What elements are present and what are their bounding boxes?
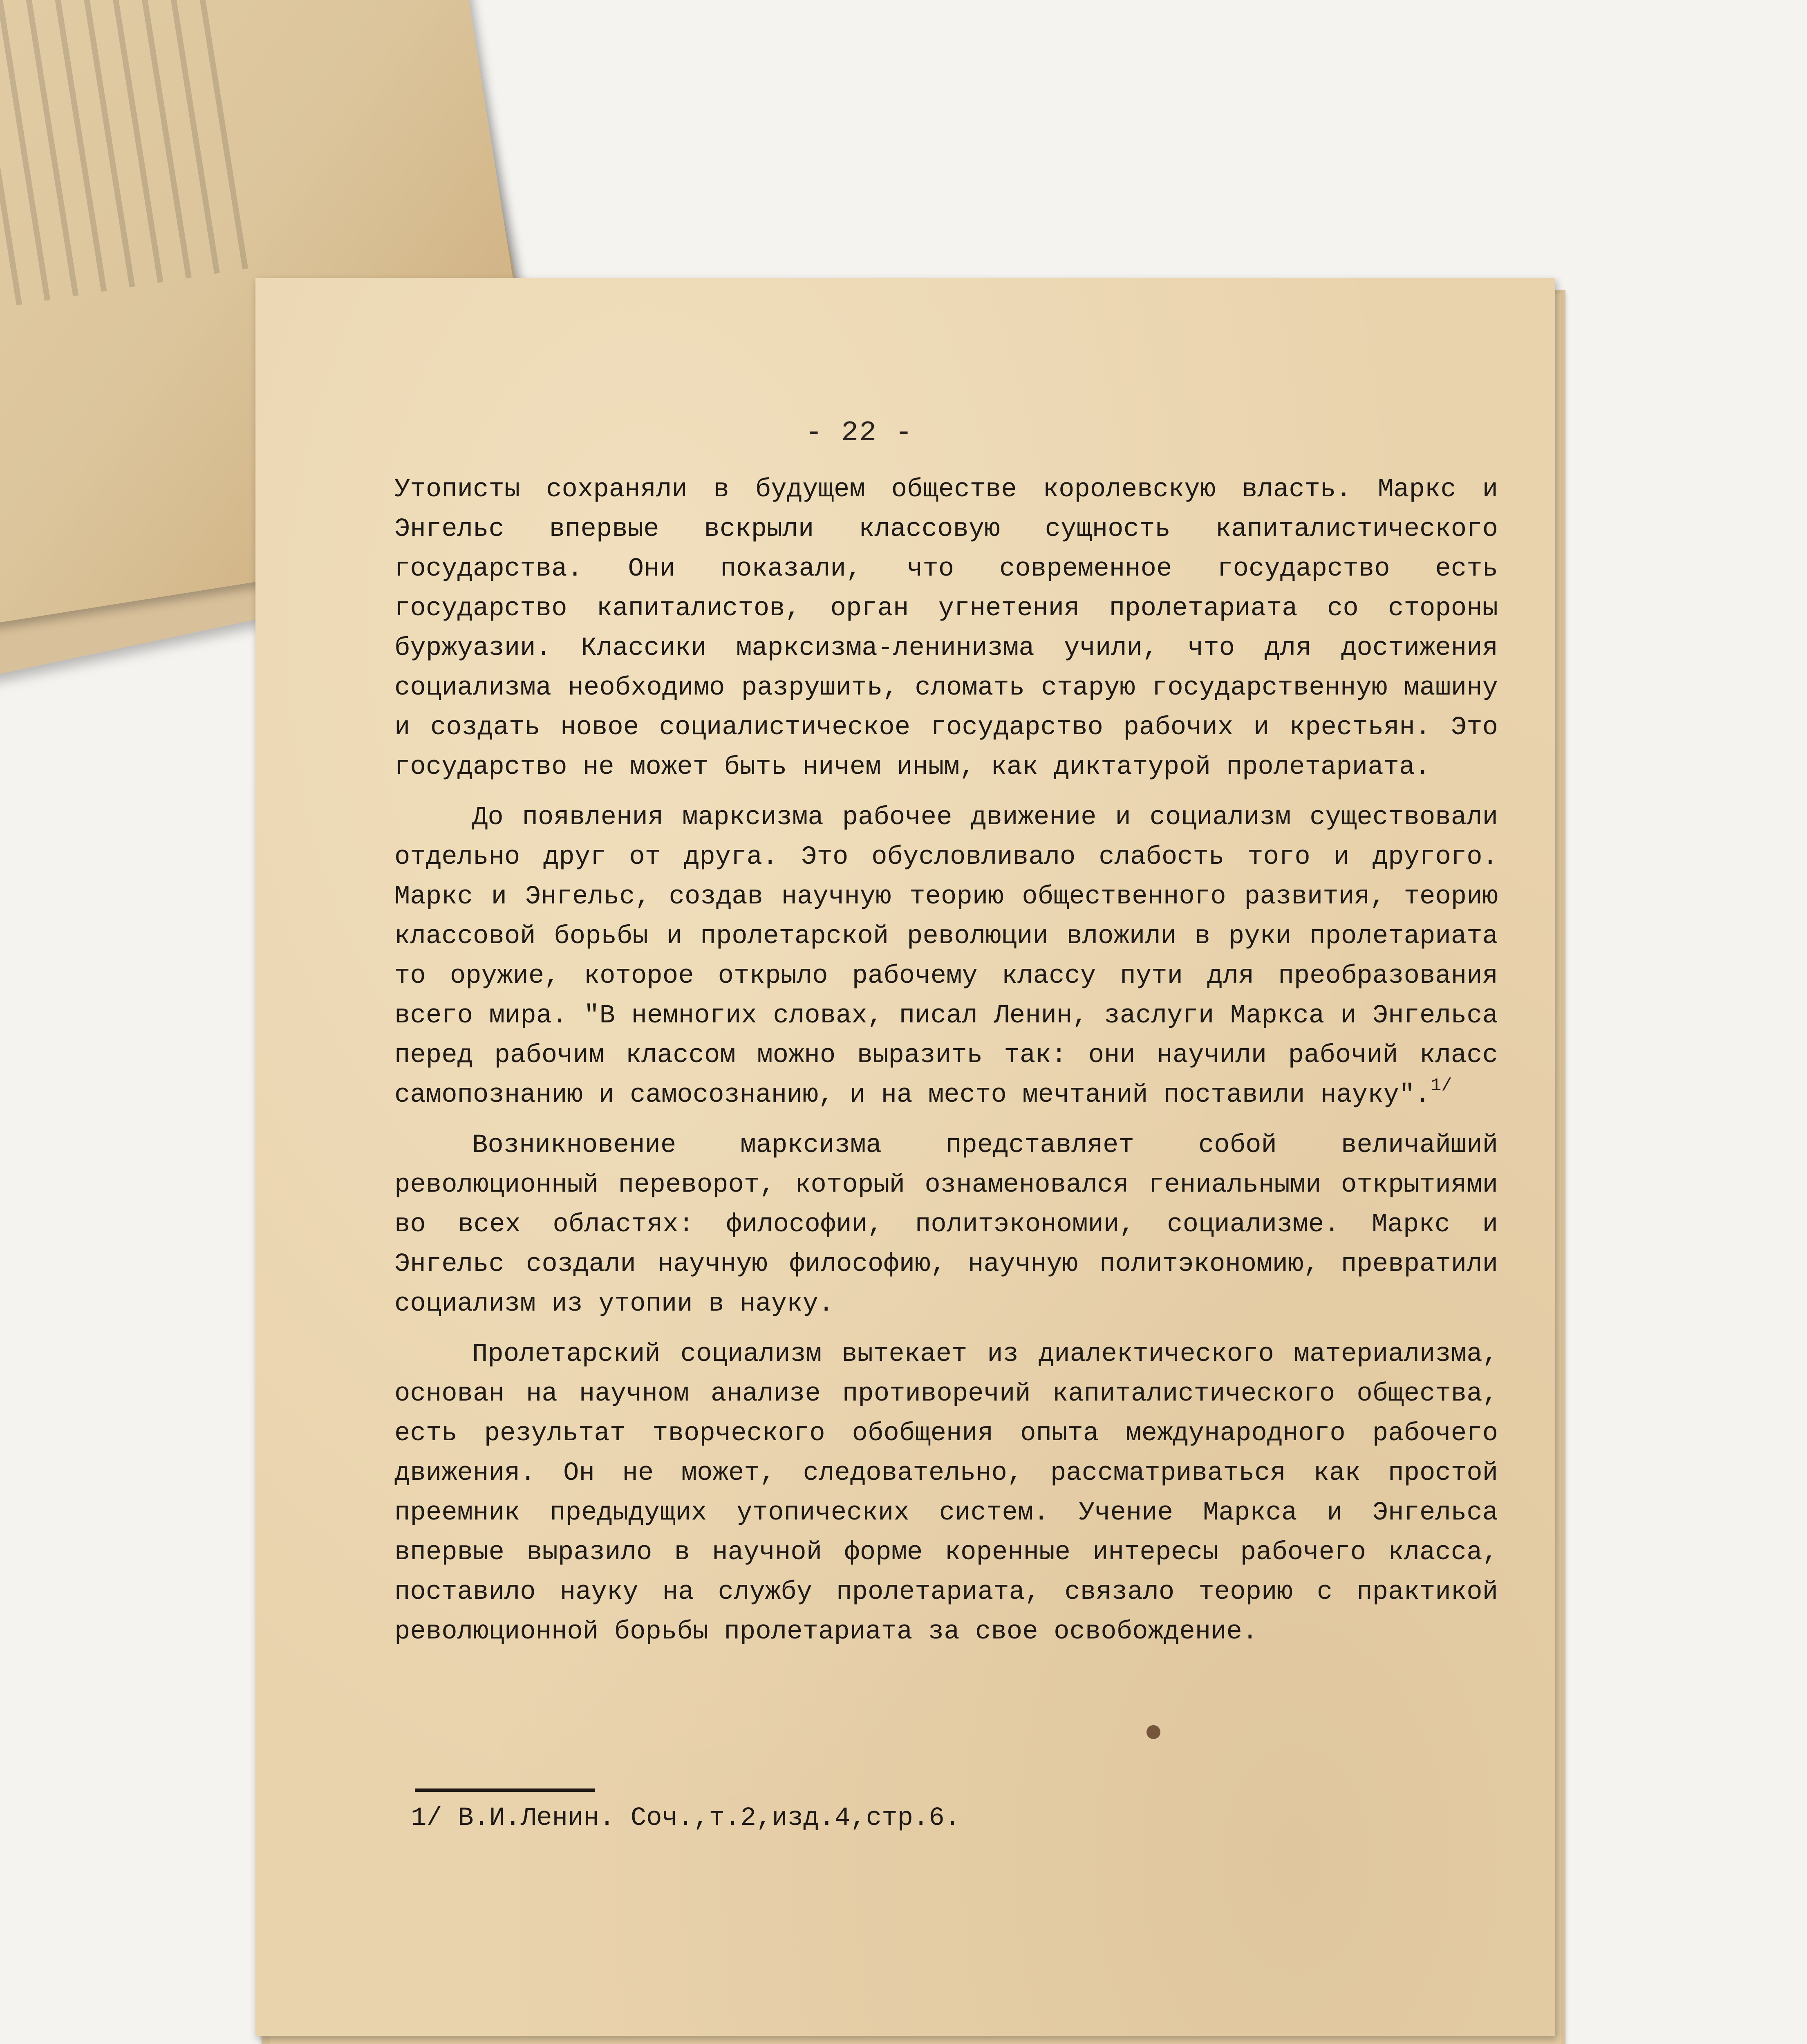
paragraph-4: Пролетарский социализм вытекает из диалектического материализма, основан на научном анализе противоречий капиталистического общества, есть результат творческого обобщения опыта международного рабочего движения. Он не может, следовательно, рассматриваться как простой преемник предыдущих утопических систем. Учение Маркса и Энгельса впервые выразило в научной форме коренные интересы рабочего класса, поставило науку на службу пролетариата, связало теорию с практикой революционной борьбы пролетариата за свое освобождение.	[394, 1340, 1498, 1647]
paragraph-2	[394, 798, 1498, 1115]
paragraph-2-text: До появления марксизма рабочее движение и социализм существовали отдельно друг от друга. Это обусловливало слабость того и другого. Маркс и Энгельс, создав научную теорию общественного развития, теорию классовой борьбы и пролетарской революции вложили в руки пролетариата то оружие, которое открыло рабочему классу пути для преобразования всего мира. "В немногих словах, писал Ленин, заслуги Маркса и Энгельса перед рабочим классом можно выразить так: они научили рабочий класс самопознанию и самосознанию, и на место мечтаний поставили науку".	[394, 803, 1498, 1110]
page-number: - 22 -	[805, 417, 914, 449]
paragraph-1: Утописты сохраняли в будущем обществе королевскую власть. Маркс и Энгельс впервые вскрыли классовую сущность капиталистического государства. Они показали, что современное государство есть государство капиталистов, орган угнетения пролетариата со стороны буржуазии. Классики марксизма-ленинизма учили, что для достижения социализма необходимо разрушить, сломать старую государственную машину и создать новое социалистическое государство рабочих и крестьян. Это государство не может быть ничем иным, как диктатурой пролетариата.	[394, 475, 1498, 782]
paragraph-3: Возникновение марксизма представляет собой величайший революционный переворот, который ознаменовался гениальными открытиями во всех областях: философии, политэкономии, социализме. Маркс и Энгельс создали научную философию, научную политэкономию, превратили социализм из утопии в науку.	[394, 1131, 1498, 1319]
body-text	[394, 470, 1498, 1663]
footnote: 1/ В.И.Ленин. Соч.,т.2,изд.4,стр.6.	[411, 1804, 961, 1833]
typescript-page	[255, 278, 1555, 2036]
footnote-reference: 1/	[1430, 1076, 1452, 1096]
ink-spot	[1146, 1725, 1160, 1739]
footnote-divider	[415, 1788, 595, 1792]
booklet-faint-typescript	[0, 0, 251, 332]
